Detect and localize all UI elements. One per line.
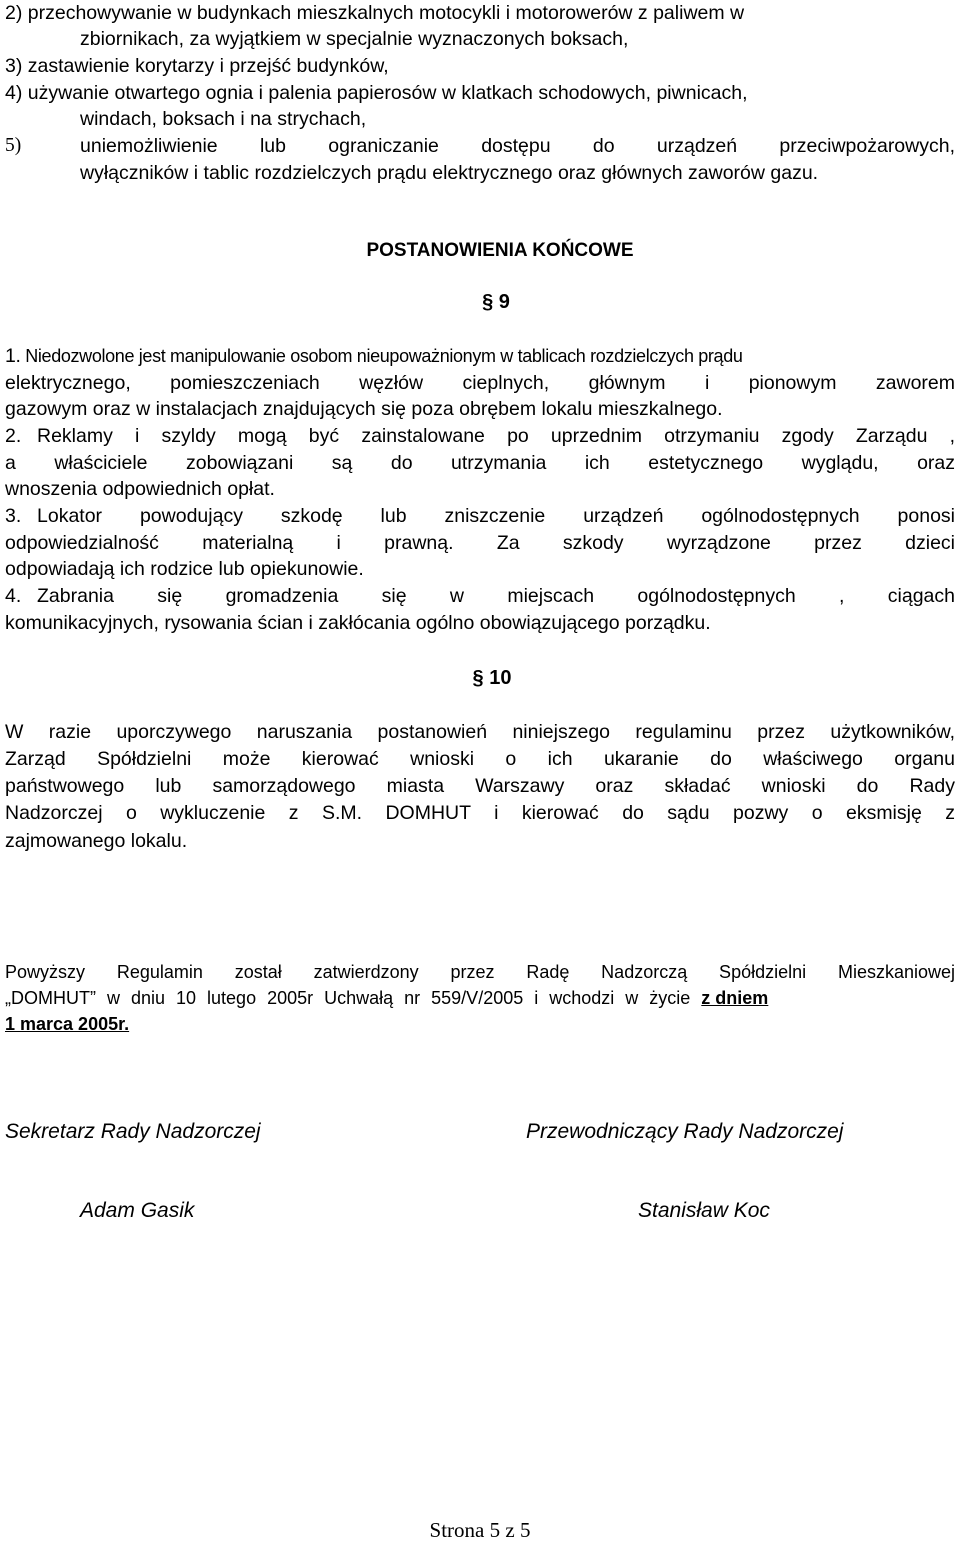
page-footer: Strona 5 z 5 [429,1518,531,1542]
list-item-5-num: 5) [5,135,22,156]
point-2-line-2: a właściciele zobowiązani są do utrzymania ich estetycznego wyglądu, oraz [5,452,955,474]
approval-line-2: „DOMHUT” w dniu 10 lutego 2005r Uchwałą nr 559/V/2005 i wchodzi w życie z dniem [5,988,769,1008]
paragraph-9-heading: § 9 [482,291,510,313]
point-3-num: 3. [5,505,22,527]
approval-line-3: 1 marca 2005r. [5,1014,130,1034]
para-10-line-5: zajmowanego lokalu. [5,830,188,852]
point-2-line-1: Reklamy i szyldy mogą być zainstalowane po uprzednim otrzymaniu zgody Zarządu , [37,425,955,447]
point-1-line-3: gazowym oraz w instalacjach znajdujących się poza obrębem lokalu mieszkalnego. [5,398,723,420]
list-item-4-line-2: windach, boksach i na strychach, [80,108,367,130]
point-4-line-2: komunikacyjnych, rysowania ścian i zakłócania ogólno obowiązującego porządku. [5,612,711,634]
list-item-2-line-2: zbiornikach, za wyjątkiem w specjalnie wyznaczonych boksach, [80,28,629,50]
point-2-num: 2. [5,425,22,447]
para-10-line-4: Nadzorczej o wykluczenie z S.M. DOMHUT i kierować do sądu pozwy o eksmisję z [5,802,955,824]
signature-right-role: Przewodniczący Rady Nadzorczej [526,1120,844,1143]
point-4-line-1: Zabrania się gromadzenia się w miejscach ogólnodostępnych , ciągach [37,585,955,607]
point-2-line-3: wnoszenia odpowiednich opłat. [5,478,275,500]
point-3-line-3: odpowiadają ich rodzice lub opiekunowie. [5,558,364,580]
para-10-line-2: Zarząd Spółdzielni może kierować wnioski o ich ukaranie do właściwego organu [5,748,955,770]
approval-line-1: Powyższy Regulamin został zatwierdzony przez Radę Nadzorczą Spółdzielni Mieszkaniowej [5,962,955,982]
signature-right-name: Stanisław Koc [638,1199,770,1222]
signature-left-role: Sekretarz Rady Nadzorczej [5,1120,261,1143]
paragraph-10-heading: § 10 [472,667,512,689]
list-item-5-line-2: wyłączników i tablic rozdzielczych prądu elektrycznego oraz głównych zaworów gazu. [80,162,819,184]
list-item-4-line-1: 4) używanie otwartego ognia i palenia papierosów w klatkach schodowych, piwnicach, [5,82,748,104]
para-10-line-1: W razie uporczywego naruszania postanowień niniejszego regulaminu przez użytkowników, [5,721,955,743]
point-1-line-1: 1. Niedozwolone jest manipulowanie osobom nieupoważnionym w tablicach rozdzielczych prądu [5,345,743,367]
signature-left-name: Adam Gasik [80,1199,195,1222]
point-3-line-1: Lokator powodujący szkodę lub zniszczenie urządzeń ogólnodostępnych ponosi [37,505,955,527]
point-3-line-2: odpowiedzialność materialną i prawną. Za szkody wyrządzone przez dzieci [5,532,955,554]
list-item-5-line-1: uniemożliwienie lub ograniczanie dostępu do urządzeń przeciwpożarowych, [80,135,955,157]
list-item-2-line-1: 2) przechowywanie w budynkach mieszkalnych motocykli i motorowerów z paliwem w [5,2,745,24]
list-item-3: 3) zastawienie korytarzy i przejść budynków, [5,55,389,77]
point-4-num: 4. [5,585,22,607]
section-heading: POSTANOWIENIA KOŃCOWE [366,240,634,261]
para-10-line-3: państwowego lub samorządowego miasta Warszawy oraz składać wnioski do Rady [5,775,955,797]
point-1-line-2: elektrycznego, pomieszczeniach węzłów cieplnych, głównym i pionowym zaworem [5,372,955,394]
